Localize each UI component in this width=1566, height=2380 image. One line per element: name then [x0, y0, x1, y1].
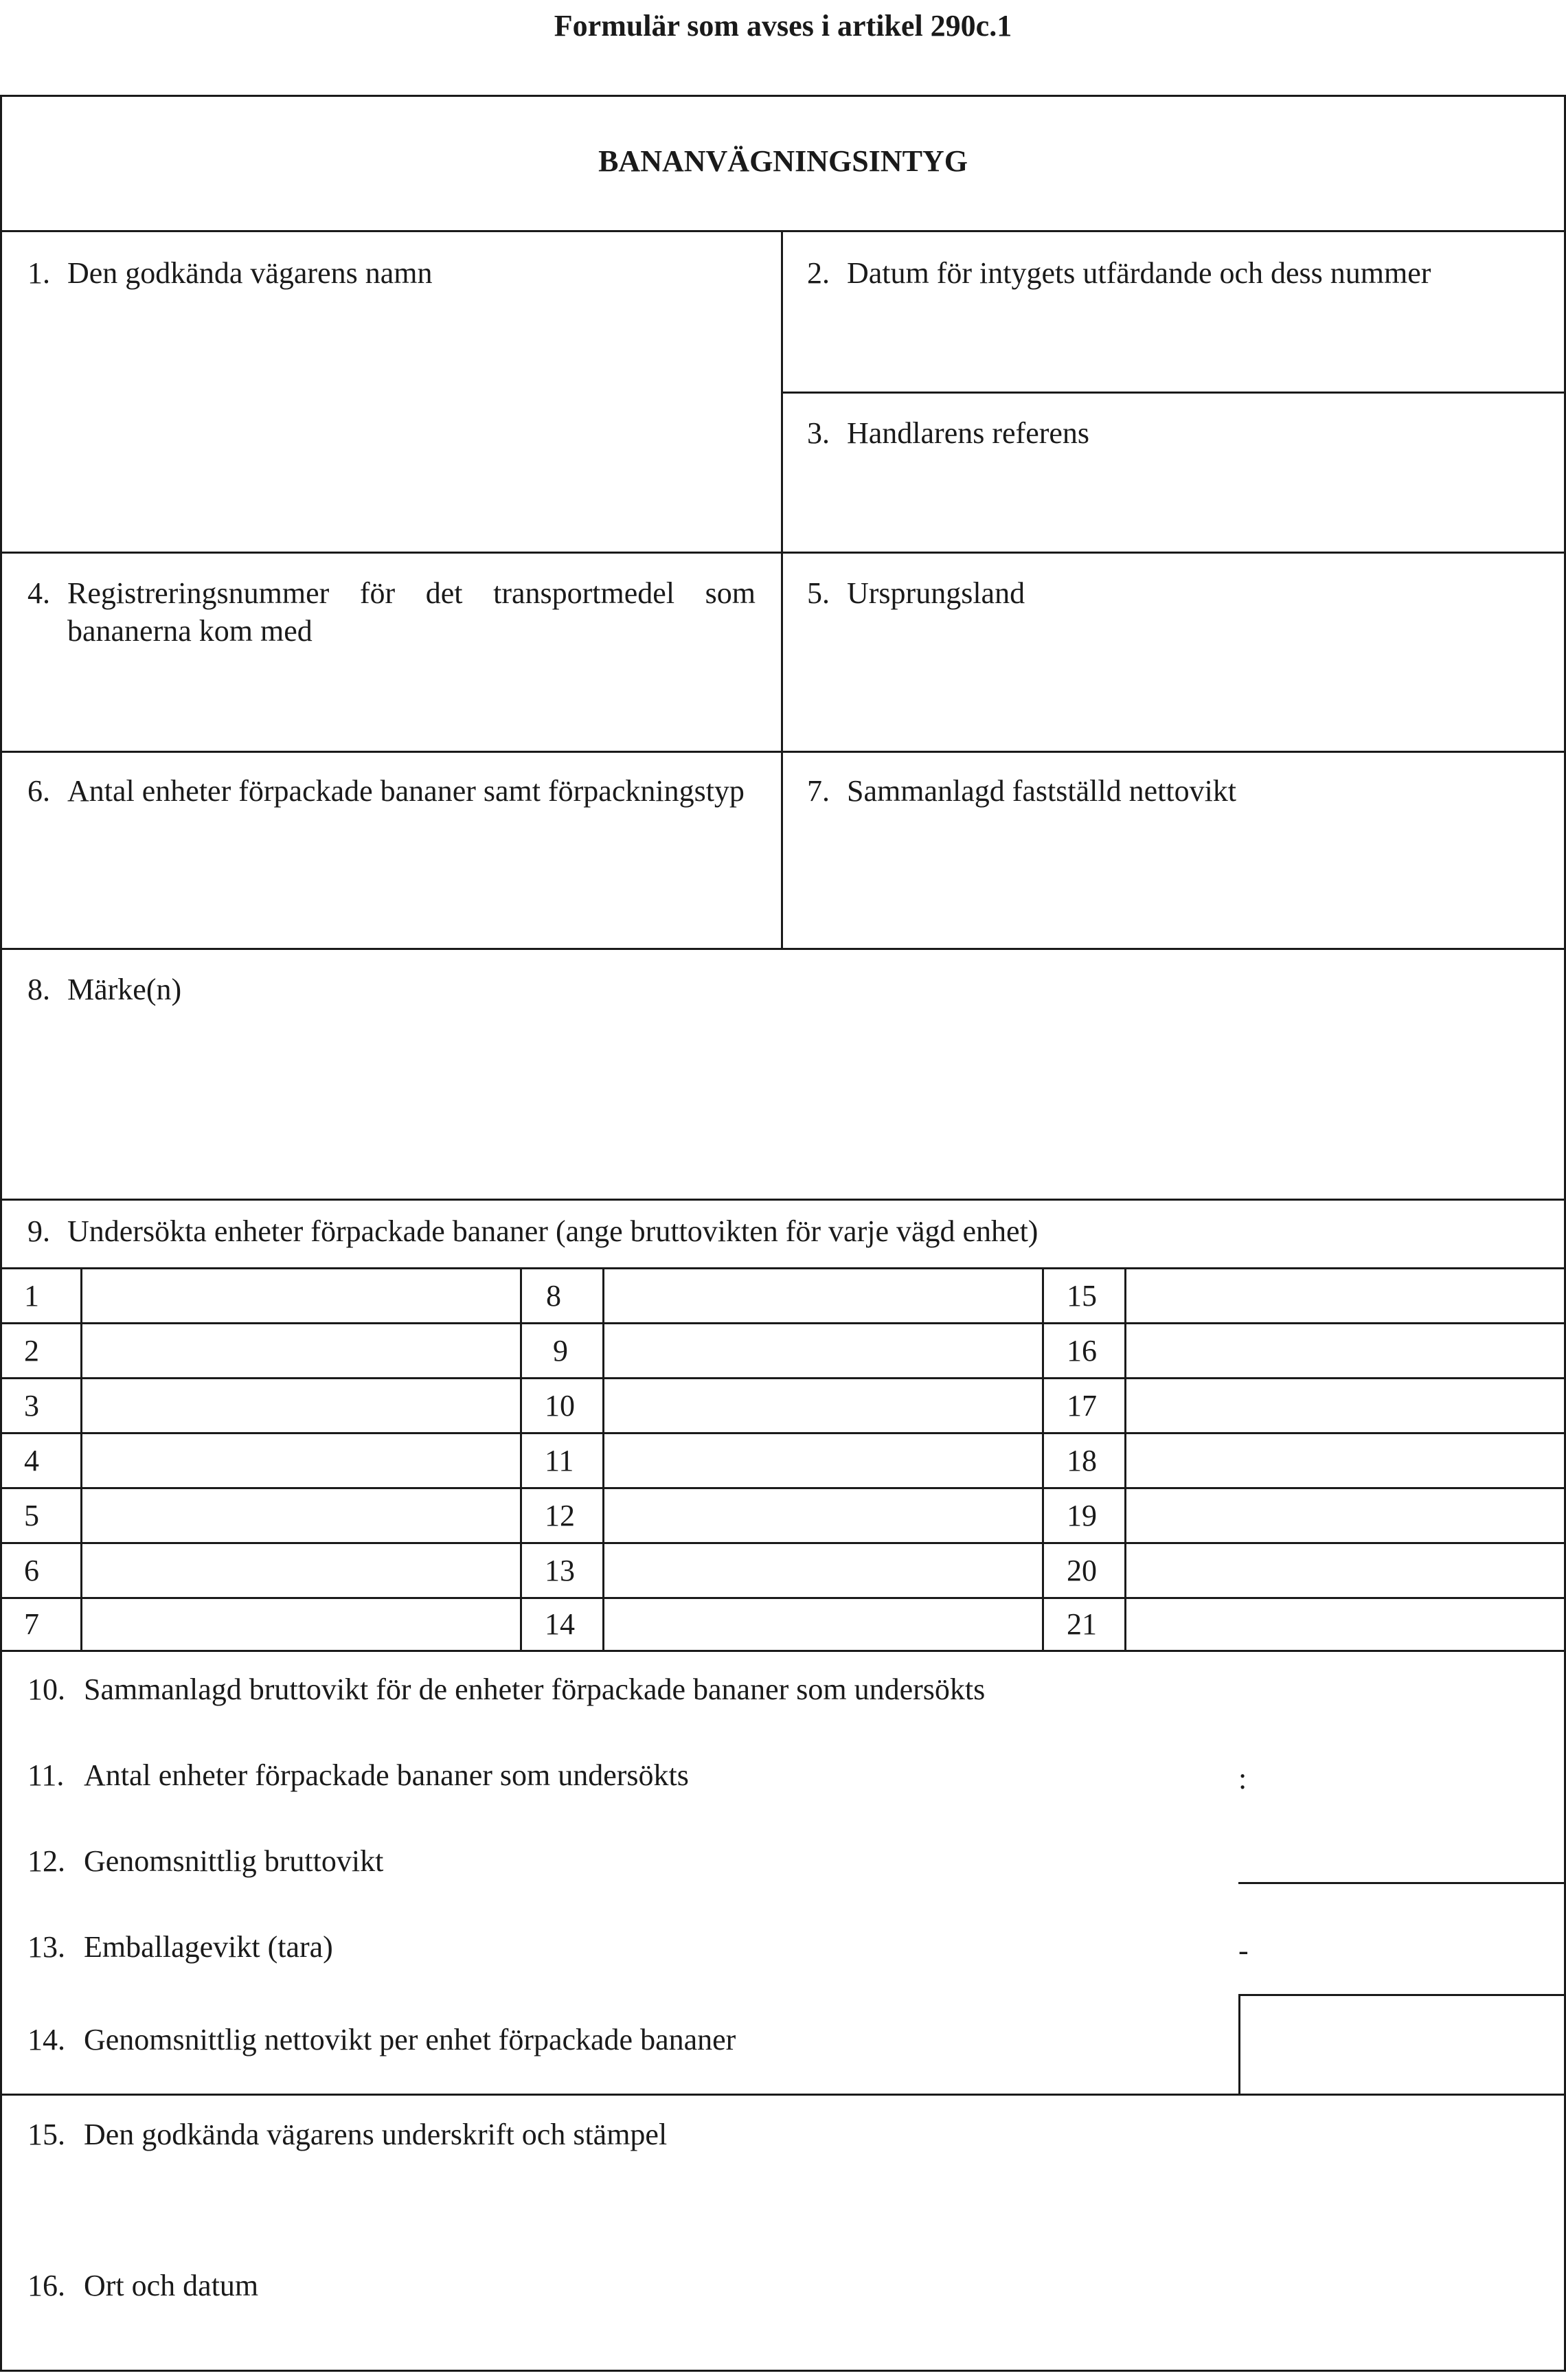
divider [0, 230, 1566, 232]
field-label: Genomsnittlig bruttovikt [84, 1844, 384, 1878]
field-label: Datum för intygets utfärdande och dess nummer [847, 256, 1431, 290]
field-5 [807, 574, 1549, 612]
unit-number: 15 [1067, 1279, 1097, 1313]
divider [0, 1267, 1566, 1269]
field-label: Den godkända vägarens namn [67, 256, 433, 290]
field-label: Antal enheter förpackade bananer som undersökts [84, 1758, 689, 1792]
division-sign: : [1238, 1762, 1247, 1795]
field-label: Registreringsnummer för det transportmedel som bananerna kom med [67, 576, 756, 648]
field-10 [27, 1670, 1539, 1708]
field-9 [27, 1212, 1552, 1250]
unit-number: 14 [545, 1607, 575, 1641]
field-label: Ursprungsland [847, 576, 1025, 610]
divider [0, 1432, 1566, 1434]
unit-number: 3 [24, 1389, 39, 1423]
field-number: 11. [27, 1758, 65, 1792]
field-1 [27, 254, 756, 292]
subtotal-line [1238, 1882, 1566, 1884]
field-number: 12. [27, 1844, 65, 1878]
unit-number: 7 [24, 1607, 39, 1641]
grid-col-divider [602, 1267, 604, 1650]
divider [0, 1487, 1566, 1489]
field-label: Emballagevikt (tara) [84, 1930, 333, 1964]
field-number: 7. [807, 774, 830, 808]
field-number: 4. [27, 576, 50, 610]
field-label: Den godkända vägarens underskrift och stämpel [84, 2118, 668, 2151]
field-label: Märke(n) [67, 973, 182, 1006]
divider [0, 1377, 1566, 1379]
divider [0, 1650, 1566, 1652]
field-number: 15. [27, 2118, 65, 2151]
field-number: 13. [27, 1930, 65, 1964]
result-box-left [1238, 1994, 1240, 2094]
divider [0, 1199, 1566, 1201]
field-7 [807, 772, 1549, 810]
unit-number: 5 [24, 1499, 39, 1532]
field-label: Antal enheter förpackade bananer samt förpackningstyp [67, 774, 745, 808]
field-16 [27, 2267, 1539, 2304]
frame-left [0, 95, 2, 2372]
field-3 [807, 414, 1549, 452]
field-number: 6. [27, 774, 50, 808]
divider [781, 392, 1566, 394]
divider [0, 2094, 1566, 2096]
field-12 [27, 1842, 1195, 1880]
unit-number: 9 [553, 1334, 568, 1368]
field-13 [27, 1928, 1195, 1966]
divider [0, 1542, 1566, 1544]
field-11 [27, 1756, 1195, 1794]
unit-number: 10 [545, 1389, 575, 1423]
field-label: Ort och datum [84, 2269, 259, 2302]
unit-number: 2 [24, 1334, 39, 1368]
minus-sign: - [1238, 1934, 1249, 1967]
field-number: 14. [27, 2023, 65, 2056]
field-label: Sammanlagd bruttovikt för de enheter förpackade bananer som undersökts [84, 1673, 986, 1706]
field-8 [27, 971, 1539, 1008]
divider [0, 751, 1566, 753]
field-15 [27, 2116, 1539, 2153]
grid-col-divider [520, 1267, 522, 1650]
field-4 [27, 574, 756, 650]
unit-number: 17 [1067, 1389, 1097, 1423]
field-number: 2. [807, 256, 830, 290]
unit-number: 11 [545, 1444, 574, 1477]
divider [0, 552, 1566, 554]
certificate-title: BANANVÄGNINGSINTYG [598, 144, 968, 178]
unit-number: 12 [545, 1499, 575, 1532]
field-label: Handlarens referens [847, 416, 1090, 450]
unit-number: 20 [1067, 1554, 1097, 1587]
unit-number: 21 [1067, 1607, 1097, 1641]
result-box-top [1238, 1994, 1566, 1996]
unit-number: 1 [24, 1279, 39, 1313]
field-number: 10. [27, 1673, 65, 1706]
unit-number: 18 [1067, 1444, 1097, 1477]
field-label: Genomsnittlig nettovikt per enhet förpackade bananer [84, 2023, 736, 2056]
grid-col-divider [1042, 1267, 1044, 1650]
unit-number: 16 [1067, 1334, 1097, 1368]
unit-number: 6 [24, 1554, 39, 1587]
frame-bottom [0, 2370, 1566, 2372]
grid-col-divider [1124, 1267, 1126, 1650]
field-number: 5. [807, 576, 830, 610]
divider [0, 948, 1566, 950]
field-number: 9. [27, 1214, 50, 1248]
unit-number: 13 [545, 1554, 575, 1587]
field-14 [27, 2021, 1195, 2059]
divider [0, 1597, 1566, 1599]
field-number: 1. [27, 256, 50, 290]
field-label: Sammanlagd fastställd nettovikt [847, 774, 1237, 808]
field-6 [27, 772, 756, 810]
unit-number: 4 [24, 1444, 39, 1477]
grid-col-divider [80, 1267, 82, 1650]
field-number: 16. [27, 2269, 65, 2302]
field-2 [807, 254, 1549, 292]
frame-top [0, 95, 1566, 97]
field-label: Undersökta enheter förpackade bananer (ange bruttovikten för varje vägd enhet) [67, 1214, 1039, 1248]
field-number: 8. [27, 973, 50, 1006]
column-divider [781, 230, 783, 948]
unit-number: 8 [546, 1279, 561, 1313]
unit-number: 19 [1067, 1499, 1097, 1532]
form-heading: Formulär som avses i artikel 290c.1 [554, 9, 1012, 43]
field-number: 3. [807, 416, 830, 450]
divider [0, 1322, 1566, 1324]
